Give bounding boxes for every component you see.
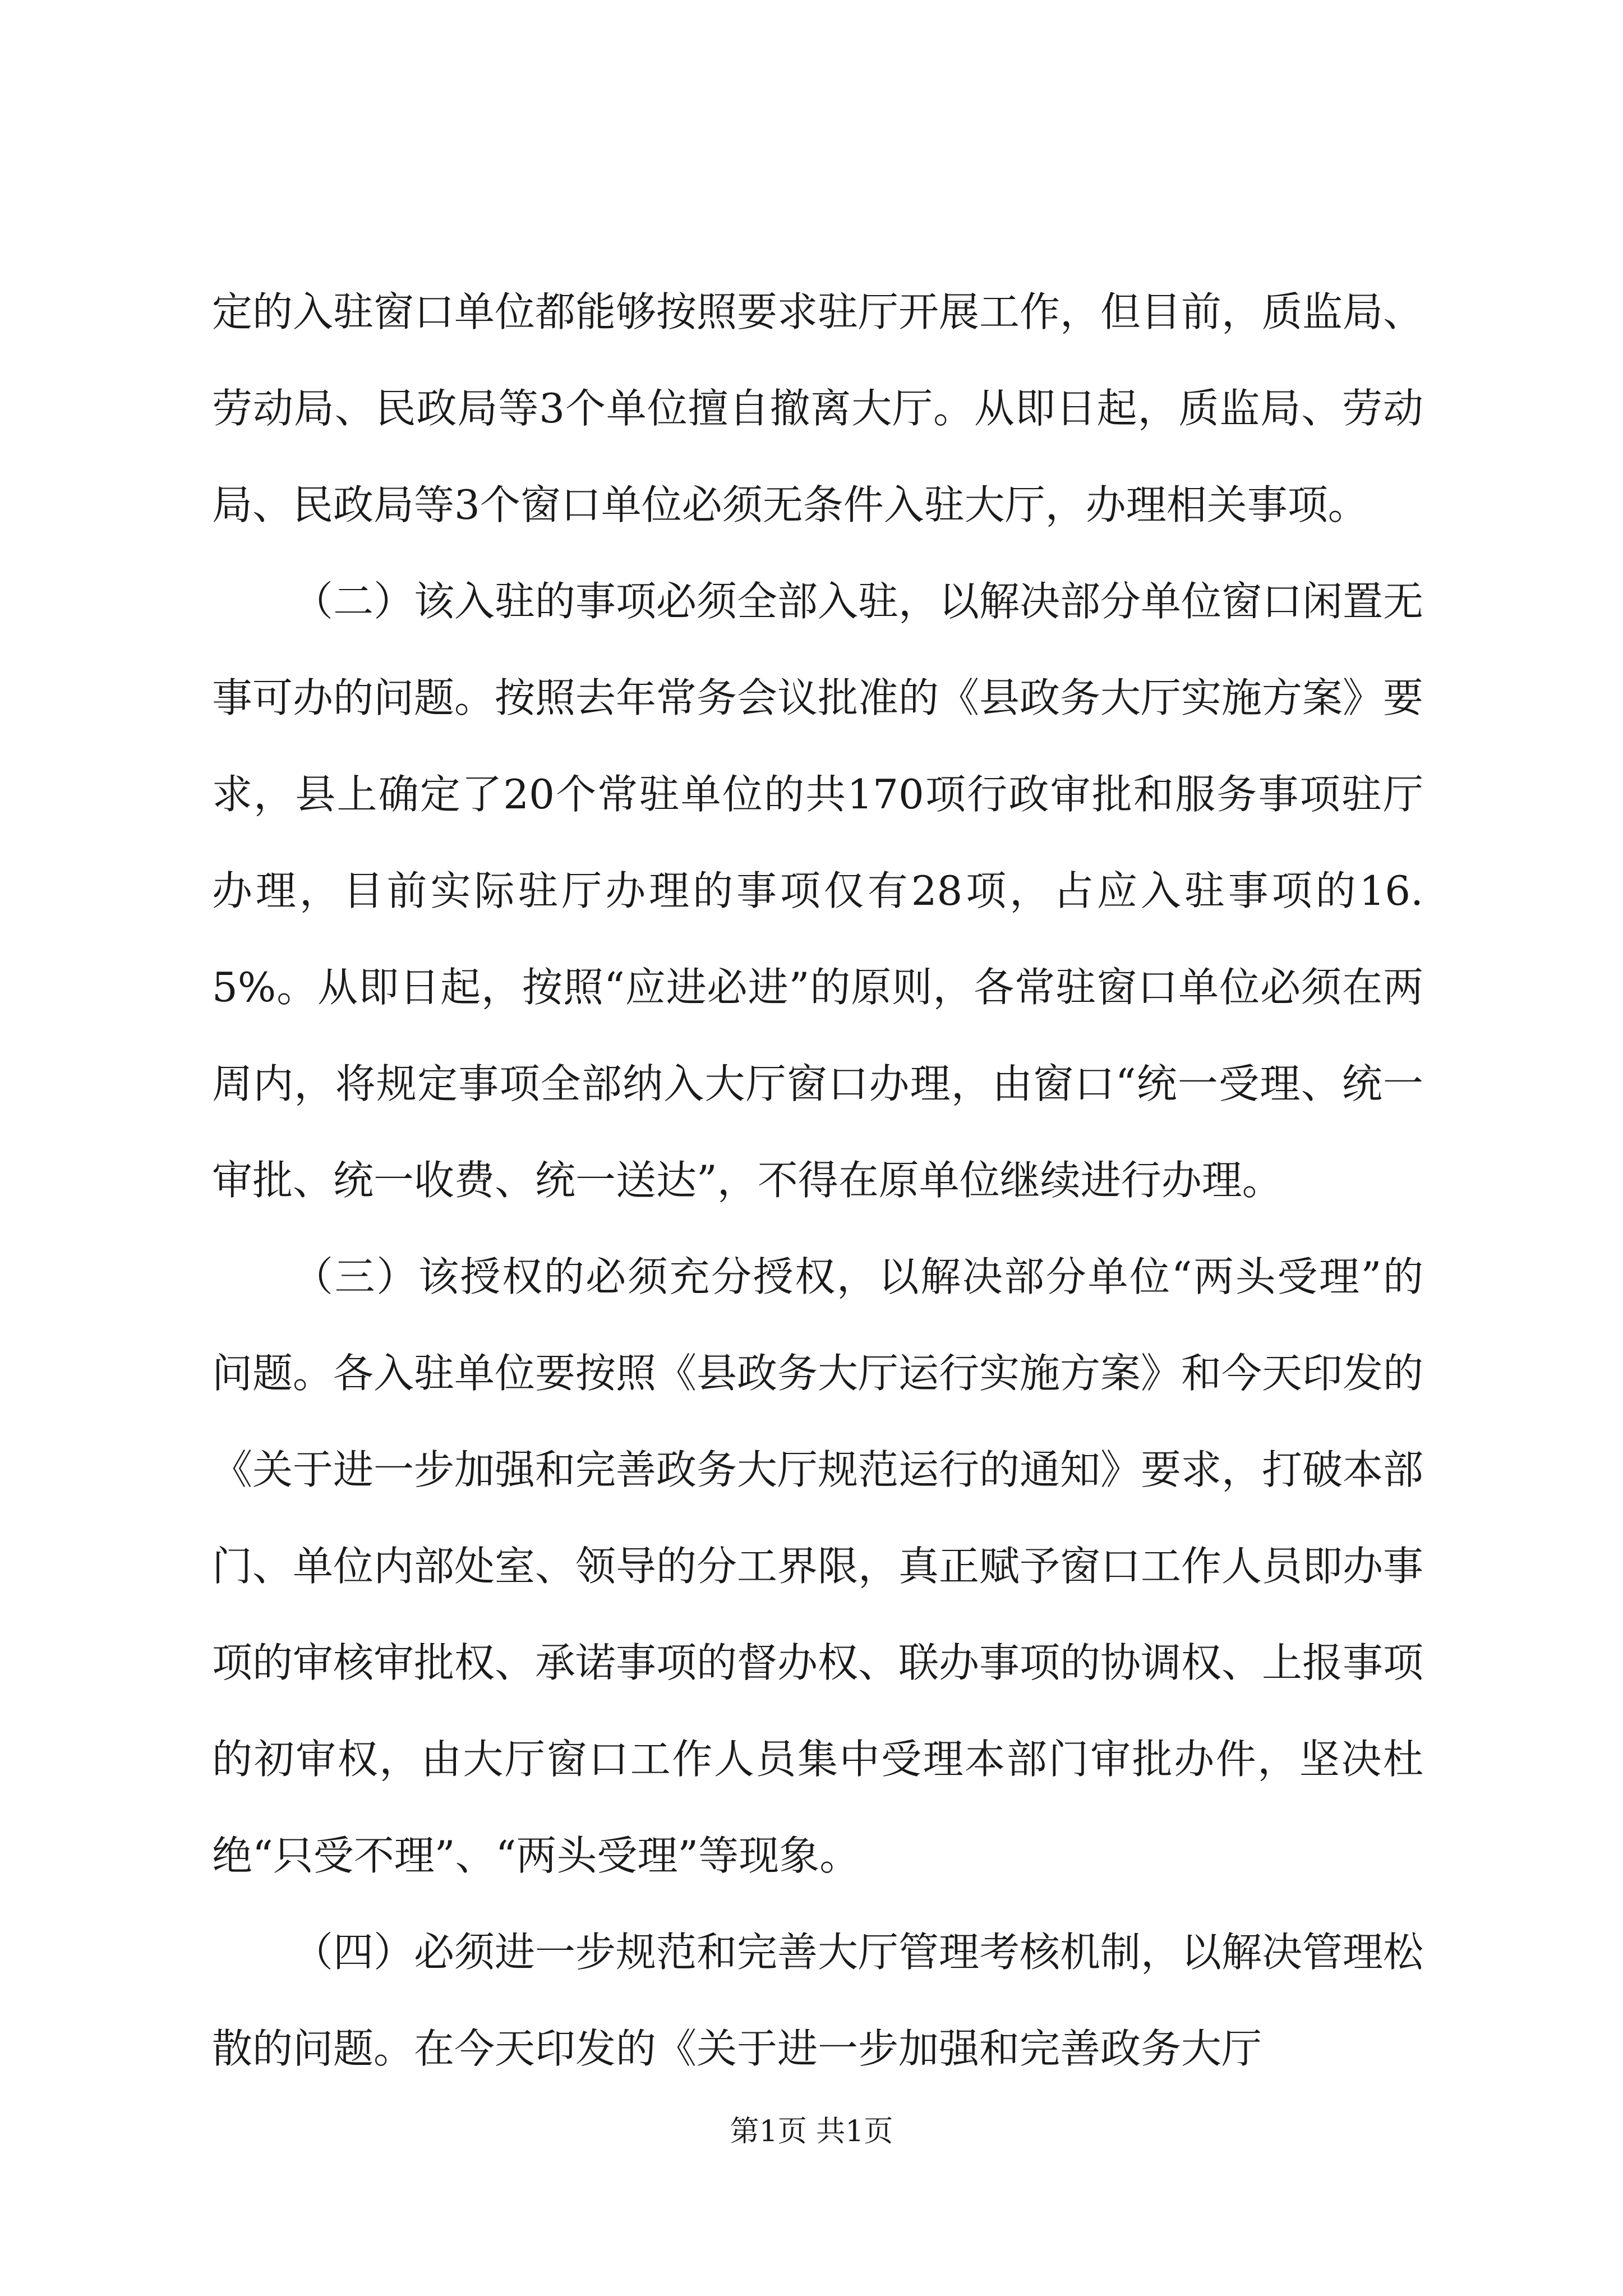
page-footer — [0, 2109, 1623, 2154]
paragraph-section-4: （四）必须进一步规范和完善大厅管理考核机制，以解决管理松散的问题。在今天印发的《关于进一步加强和完善政务大厅 — [212, 1929, 1424, 2072]
paragraph-section-2: （二）该入驻的事项必须全部入驻，以解决部分单位窗口闲置无事可办的问题。按照去年常务会议批准的《县政务大厅实施方案》要求，县上确定了20个常驻单位的共170项行政审批和服务事项驻厅办理，目前实际驻厅办理的事项仅有28项，占应入驻事项的16.5%。从即日起，按照“应进必进”的原则，各常驻窗口单位必须在两周内，将规定事项全部纳入大厅窗口办理，由窗口“统一受理、统一审批、统一收费、统一送达”，不得在原单位继续进行办理。 — [212, 578, 1424, 1204]
page-number-label: 第1页 共1页 — [730, 2115, 893, 2148]
paragraph-section-3: （三）该授权的必须充分授权，以解决部分单位“两头受理”的问题。各入驻单位要按照《县政务大厅运行实施方案》和今天印发的《关于进一步加强和完善政务大厅规范运行的通知》要求，打破本部门、单位内部处室、领导的分工界限，真正赋予窗口工作人员即办事项的审核审批权、承诺事项的督办权、联办事项的协调权、上报事项的初审权，由大厅窗口工作人员集中受理本部门审批办件，坚决杜绝“只受不理”、“两头受理”等现象。 — [212, 1253, 1424, 1879]
document-body — [212, 264, 1423, 2097]
paragraph-continuation: 定的入驻窗口单位都能够按照要求驻厅开展工作，但目前，质监局、劳动局、民政局等3个单位擅自撤离大厅。从即日起，质监局、劳动局、民政局等3个窗口单位必须无条件入驻大厅，办理相关事项。 — [212, 288, 1424, 528]
